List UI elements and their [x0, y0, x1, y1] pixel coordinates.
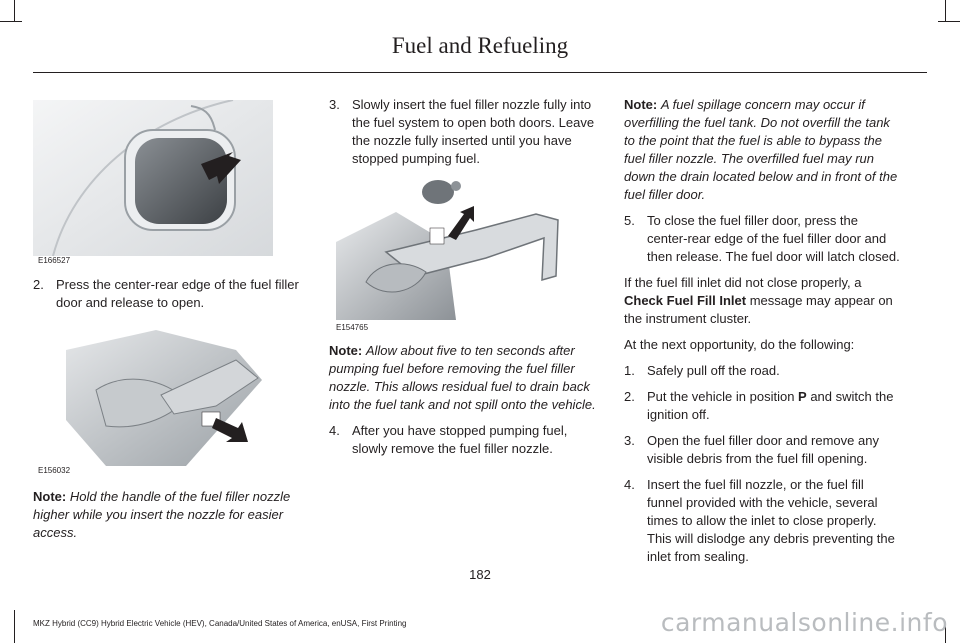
step-text: Slowly insert the fuel filler nozzle fully into the fuel system to open both doors. Leave the nozzle fully inserted until you have stopped pumping fuel. — [352, 97, 595, 166]
step-text: Press the center-rear edge of the fuel filler door and release to open. — [56, 277, 299, 310]
step-text: Insert the fuel fill nozzle, or the fuel fill funnel provided with the vehicle, several times to allow the inlet to close properly. This will dislodge any debris preventing the inlet from sealing. — [647, 477, 895, 564]
step-text: Put the vehicle in position — [647, 389, 799, 404]
column-middle — [329, 96, 603, 176]
gear-position: P — [798, 389, 807, 404]
step-number: 2. — [624, 389, 635, 404]
note-text: A fuel spillage concern may occur if overfilling the fuel tank. Do not overfill the tank to the point that the fuel is able to bypass the fuel filler nozzle. The overfilled fuel may run down the drain located below and in front of the fuel filler door. — [624, 97, 898, 202]
step-item — [33, 276, 303, 312]
column-left-note — [33, 488, 308, 550]
step-number: 5. — [624, 213, 635, 228]
inlet-text-end: message may appear on the instrument cluster. — [624, 293, 893, 326]
step-text: To close the fuel filler door, press the center-rear edge of the fuel filler door and then release. The fuel door will latch closed. — [647, 213, 900, 264]
footer-text: MKZ Hybrid (CC9) Hybrid Electric Vehicle (HEV), Canada/United States of America, enUSA, First Printing — [33, 619, 407, 628]
column-middle-lower — [329, 342, 603, 466]
note-label: Note: — [329, 343, 363, 358]
figure-id: E156032 — [38, 466, 71, 475]
page-number: 182 — [469, 567, 491, 582]
step-number: 4. — [329, 423, 340, 438]
nozzle-slow-figure — [336, 172, 566, 320]
step-item — [329, 96, 603, 168]
step-text: Safely pull off the road. — [647, 363, 780, 378]
column-right — [624, 96, 900, 574]
arrow-icon — [212, 418, 248, 442]
nozzle-insert-figure — [66, 330, 262, 466]
note — [624, 96, 900, 204]
crop-mark — [0, 21, 22, 22]
message-name: Check Fuel Fill Inlet — [624, 293, 747, 308]
note-text: Hold the handle of the fuel filler nozzle higher while you insert the nozzle for easier access. — [33, 489, 291, 540]
step-number: 4. — [624, 477, 635, 492]
figure-id: E154765 — [336, 323, 369, 332]
watermark: carmanualsonline.info — [660, 608, 948, 637]
step-number: 3. — [624, 433, 635, 448]
crop-mark — [938, 21, 960, 22]
note-label: Note: — [33, 489, 67, 504]
step-item — [624, 388, 900, 424]
note-text: Allow about five to ten seconds after pumping fuel before removing the fuel filler nozzle. This allows residual fuel to drain back into the fuel tank and not spill onto the vehicle. — [329, 343, 596, 412]
step-number: 1. — [624, 363, 635, 378]
step-text: Open the fuel filler door and remove any visible debris from the fuel fill opening. — [647, 433, 879, 466]
step-item — [624, 476, 900, 566]
step-number: 3. — [329, 97, 340, 112]
step-text: After you have stopped pumping fuel, slowly remove the fuel filler nozzle. — [352, 423, 568, 456]
step-text-end: and switch the ignition off. — [647, 389, 894, 422]
figure-id: E166527 — [38, 256, 71, 265]
fuel-door-figure — [33, 100, 273, 266]
inlet-paragraph — [624, 274, 900, 328]
page-title: Fuel and Refueling — [391, 33, 569, 58]
inlet-text: If the fuel fill inlet did not close properly, a — [624, 275, 862, 290]
note-label: Note: — [624, 97, 658, 112]
step-item — [329, 422, 603, 458]
step-item — [624, 212, 900, 266]
crop-mark — [945, 0, 946, 22]
step-item — [624, 432, 900, 468]
step-item — [624, 362, 900, 380]
column-left — [33, 276, 303, 320]
next-opportunity: At the next opportunity, do the following: — [624, 337, 855, 352]
crop-mark — [14, 610, 15, 643]
step-number: 2. — [33, 277, 44, 292]
note — [33, 488, 308, 542]
title-rule — [33, 72, 927, 73]
turtle-icon — [422, 180, 454, 204]
crop-mark — [14, 0, 15, 22]
note — [329, 342, 603, 414]
